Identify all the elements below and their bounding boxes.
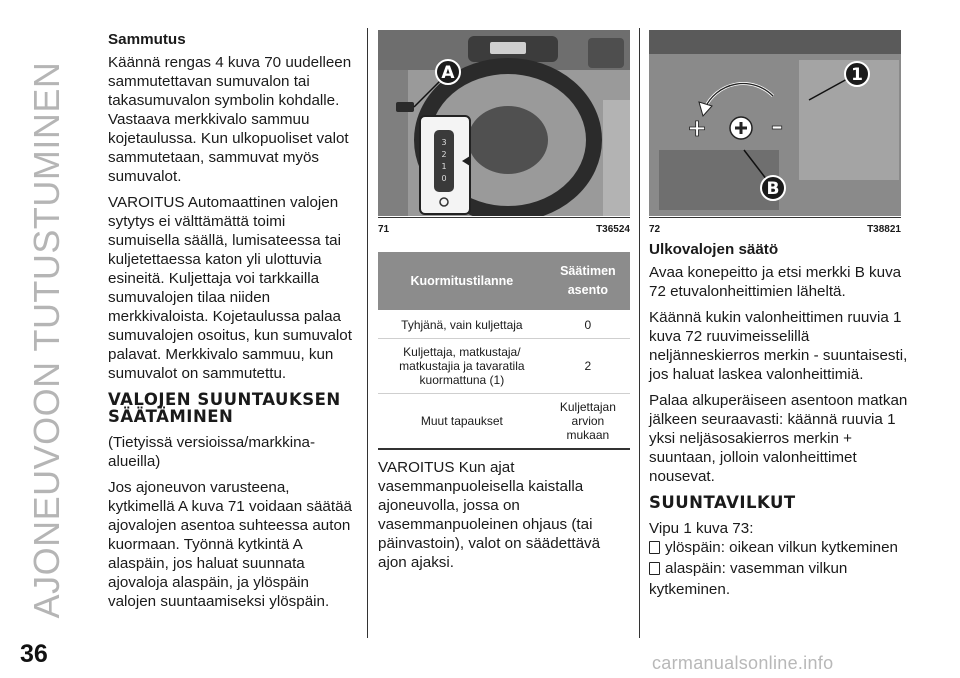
paragraph: Avaa konepeitto ja etsi merkki B kuva 72 etuvalonheittimien läheltä.	[649, 264, 902, 300]
figure-71	[378, 30, 630, 234]
column-divider	[639, 28, 640, 638]
figure-caption	[649, 217, 901, 239]
section-heading: VALOJEN SUUNTAUKSEN SÄÄTÄMINEN	[108, 390, 341, 426]
callout-a: A	[441, 63, 455, 83]
table-header: Kuormitustilanne	[378, 252, 546, 311]
table-cell: Muut tapaukset	[378, 394, 546, 450]
table-row	[378, 311, 630, 339]
figure-number: 72	[649, 224, 661, 235]
watermark: carmanualsonline.info	[652, 653, 834, 673]
svg-text:1: 1	[441, 162, 447, 171]
table-cell: Kuljettaja, matkustaja/ matkustajia ja tavaratila kuormattuna (1)	[378, 339, 546, 394]
paragraph: (Tietyissä versioissa/markkina-alueilla)	[108, 434, 316, 470]
list-item: ylöspäin: oikean vilkun kytkeminen	[649, 538, 911, 557]
bullet-icon	[649, 541, 660, 554]
vipu-line: Vipu 1 kuva 73:	[649, 520, 754, 537]
column-divider	[367, 28, 368, 638]
sammutus-heading: Sammutus	[108, 31, 186, 48]
load-setting-table	[378, 252, 630, 450]
column-1	[108, 30, 358, 618]
page-number: 36	[20, 640, 48, 668]
figure-caption	[378, 217, 630, 239]
minus-sign: –	[771, 112, 783, 140]
warning-paragraph: VAROITUS Kun ajat vasemmanpuoleisella kaistalla ajoneuvolla, jossa on vasemmanpuoleinen ohjaus (tai päinvastoin), valot on säädettävä ajon ajaksi.	[378, 459, 601, 571]
plus-sign: +	[687, 114, 708, 142]
figure-number: 71	[378, 224, 390, 235]
table-row	[378, 394, 630, 450]
paragraph: Palaa alkuperäiseen asentoon matkan jälkeen seuraavasti: käännä ruuvia 1 yksi neljäsosakierros merkin + suuntaan, jolloin valonheittimet nousevat.	[649, 392, 908, 485]
bullet-icon	[649, 562, 660, 575]
dashboard-photo	[378, 30, 630, 216]
table-cell: 0	[546, 311, 630, 339]
figure-72	[649, 30, 901, 234]
warning-paragraph: VAROITUS Automaattinen valojen sytytys ei välttämättä toimi sumuisella säällä, lumisateessa tai kuljetettaessa katon yli ulottuvia esineitä. Kuljettaja voi tarkkailla sumuvalojen tilaa niiden merkkivaloista. Kojetaulussa palaa sumuvalojen osoitus, kun sumuvalot palavat. Merkkivalo sammuu, kun sumuvalot on sammutettu.	[108, 194, 352, 382]
table-cell: Kuljettajan arvion mukaan	[546, 394, 630, 450]
column-3	[649, 30, 911, 599]
ulkovalojen-heading: Ulkovalojen säätö	[649, 241, 779, 258]
table-header: Säätimen asento	[546, 252, 630, 311]
callout-1: 1	[851, 65, 863, 85]
list-item: alaspäin: vasemman vilkun	[649, 559, 911, 578]
svg-text:0: 0	[441, 174, 447, 183]
figure-code: T36524	[596, 224, 630, 235]
list-tail: kytkeminen.	[649, 581, 731, 598]
callout-b: B	[766, 179, 780, 199]
paragraph: Käännä kukin valonheittimen ruuvia 1 kuva 72 ruuvimeisselillä neljänneskierros merkin - suuntaisesti, jos haluat laskea valonheittimiä.	[649, 309, 908, 383]
column-2	[378, 30, 630, 579]
table-cell: 2	[546, 339, 630, 394]
paragraph: Käännä rengas 4 kuva 70 uudelleen sammutettavan sumuvalon tai takasumuvalon symbolin kohdalle. Vastaava merkkivalo sammuu kojetaulussa. Kun ulkopuoliset valot sammutetaan, sammuvat myös sumuvalot.	[108, 54, 352, 185]
svg-text:3: 3	[441, 138, 447, 147]
table-row	[378, 339, 630, 394]
table-cell: Tyhjänä, vain kuljettaja	[378, 311, 546, 339]
side-section-title: AJONEUVOON TUTUSTUMINEN	[26, 61, 67, 619]
figure-code: T38821	[867, 224, 901, 235]
section-heading: SUUNTAVILKUT	[649, 493, 796, 512]
engine-bay-photo	[649, 30, 901, 216]
svg-text:2: 2	[441, 150, 447, 159]
paragraph: Jos ajoneuvon varusteena, kytkimellä A kuva 71 voidaan säätää ajovalojen asentoa suhteessa auton kuormaan. Työnnä kytkintä A alaspäin, jos haluat suunnata ajovaloja alaspäin, ja ylöspäin valojen suuntaamiseksi ylöspäin.	[108, 479, 352, 610]
